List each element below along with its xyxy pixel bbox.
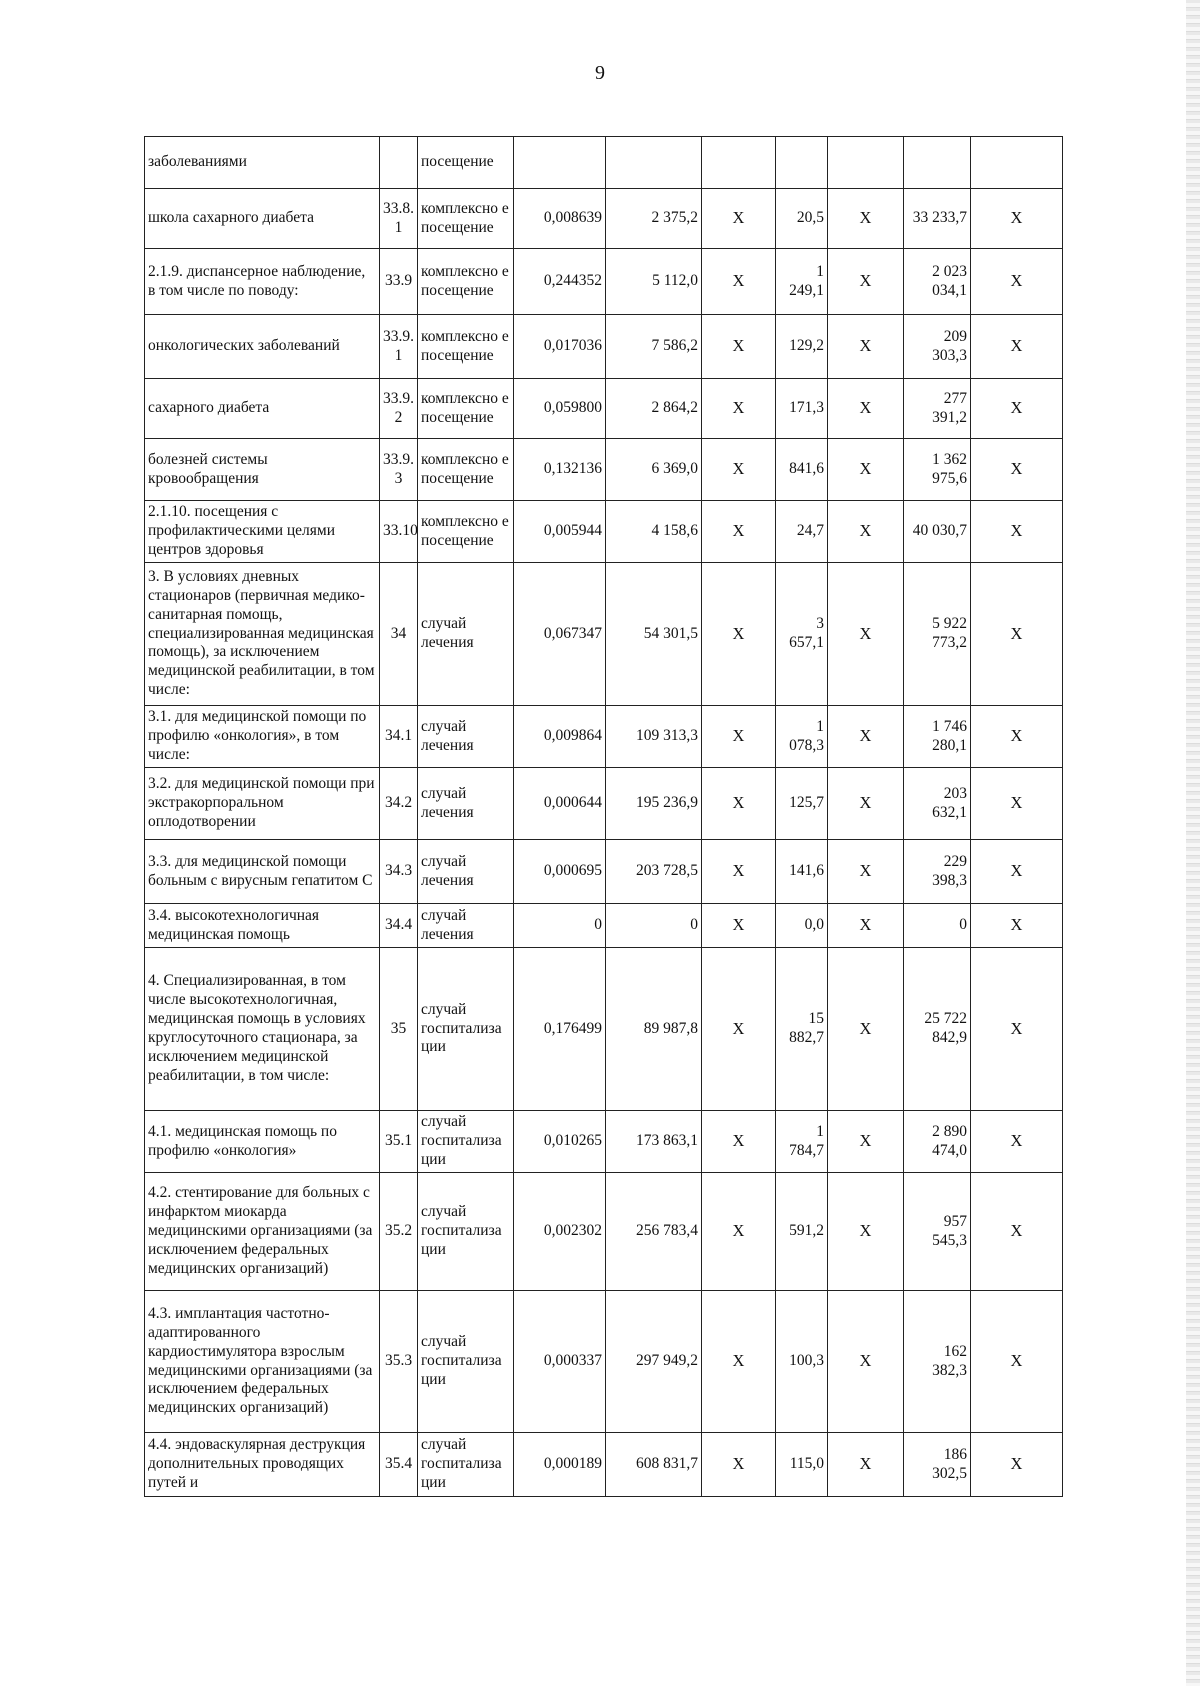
row-name-cell: 2.1.9. диспансерное наблюдение, в том числе по поводу: <box>145 249 380 315</box>
row-name-cell: школа сахарного диабета <box>145 189 380 249</box>
unit-cost-cell <box>606 137 702 189</box>
x-mark-cell: Х <box>971 1291 1063 1433</box>
unit-cell: комплексно е посещение <box>418 379 514 439</box>
x-mark-cell: Х <box>828 189 904 249</box>
x-mark-cell: Х <box>702 189 776 249</box>
unit-cell: комплексно е посещение <box>418 501 514 563</box>
row-number-cell: 34.2 <box>380 768 418 840</box>
row-name-cell: 4.3. имплантация частотно-адаптированного кардиостимулятора взрослым медицинскими организациями (за исключением федеральных медицинских организаций) <box>145 1291 380 1433</box>
table-row <box>145 904 1063 948</box>
row-number-cell: 35.4 <box>380 1433 418 1497</box>
unit-cell: случай госпитализа ции <box>418 1433 514 1497</box>
x-mark-cell: Х <box>702 1173 776 1291</box>
x-mark-cell: Х <box>702 501 776 563</box>
volume-norm-cell: 0,000695 <box>514 840 606 904</box>
volume-norm-cell: 0,008639 <box>514 189 606 249</box>
total-cost-cell: 1 362 975,6 <box>904 439 971 501</box>
volume-norm-cell: 0,005944 <box>514 501 606 563</box>
x-mark-cell: Х <box>828 1433 904 1497</box>
unit-cost-cell: 2 375,2 <box>606 189 702 249</box>
volume-norm-cell: 0,000644 <box>514 768 606 840</box>
x-mark-cell: Х <box>828 768 904 840</box>
row-number-cell: 34.4 <box>380 904 418 948</box>
total-cost-cell: 209 303,3 <box>904 315 971 379</box>
total-cost-cell: 957 545,3 <box>904 1173 971 1291</box>
table-row <box>145 706 1063 768</box>
unit-cost-cell: 7 586,2 <box>606 315 702 379</box>
per-capita-cell: 3 657,1 <box>776 563 828 706</box>
row-number-cell: 33.9. 2 <box>380 379 418 439</box>
page-number: 9 <box>595 62 605 84</box>
unit-cell: комплексно е посещение <box>418 439 514 501</box>
table-row <box>145 1173 1063 1291</box>
total-cost-cell: 2 023 034,1 <box>904 249 971 315</box>
per-capita-cell: 125,7 <box>776 768 828 840</box>
x-mark-cell: Х <box>971 189 1063 249</box>
unit-cell: случай лечения <box>418 706 514 768</box>
x-mark-cell: Х <box>828 1173 904 1291</box>
x-mark-cell: Х <box>971 840 1063 904</box>
unit-cost-cell: 608 831,7 <box>606 1433 702 1497</box>
table-row <box>145 189 1063 249</box>
table-row <box>145 501 1063 563</box>
row-name-cell: 4.4. эндоваскулярная деструкция дополнительных проводящих путей и <box>145 1433 380 1497</box>
row-number-cell: 33.9. 1 <box>380 315 418 379</box>
unit-cost-cell: 203 728,5 <box>606 840 702 904</box>
x-mark-cell: Х <box>971 1173 1063 1291</box>
row-name-cell: онкологических заболеваний <box>145 315 380 379</box>
row-name-cell: 3. В условиях дневных стационаров (первичная медико-санитарная помощь, специализированная медицинская помощь), за исключением медицинской реабилитации, в том числе: <box>145 563 380 706</box>
volume-norm-cell: 0,244352 <box>514 249 606 315</box>
unit-cost-cell: 297 949,2 <box>606 1291 702 1433</box>
volume-norm-cell: 0,059800 <box>514 379 606 439</box>
volume-norm-cell <box>514 137 606 189</box>
x-mark-cell: Х <box>702 1291 776 1433</box>
row-number-cell: 35.2 <box>380 1173 418 1291</box>
row-number-cell <box>380 137 418 189</box>
unit-cell: случай лечения <box>418 563 514 706</box>
table-row <box>145 137 1063 189</box>
per-capita-cell: 1 078,3 <box>776 706 828 768</box>
unit-cell: комплексно е посещение <box>418 315 514 379</box>
unit-cell: случай госпитализа ции <box>418 948 514 1111</box>
table-row <box>145 315 1063 379</box>
table-row <box>145 1291 1063 1433</box>
per-capita-cell: 1 784,7 <box>776 1111 828 1173</box>
x-mark-cell: Х <box>702 249 776 315</box>
x-mark-cell: Х <box>828 249 904 315</box>
unit-cost-cell: 256 783,4 <box>606 1173 702 1291</box>
total-cost-cell: 40 030,7 <box>904 501 971 563</box>
x-mark-cell: Х <box>971 249 1063 315</box>
per-capita-cell: 0,0 <box>776 904 828 948</box>
unit-cost-cell: 89 987,8 <box>606 948 702 1111</box>
cost-norm-table <box>144 136 1063 1497</box>
volume-norm-cell: 0,067347 <box>514 563 606 706</box>
x-mark-cell: Х <box>828 439 904 501</box>
unit-cell: случай госпитализа ции <box>418 1111 514 1173</box>
row-number-cell: 35 <box>380 948 418 1111</box>
per-capita-cell: 115,0 <box>776 1433 828 1497</box>
row-number-cell: 34.1 <box>380 706 418 768</box>
per-capita-cell: 841,6 <box>776 439 828 501</box>
table-row <box>145 1433 1063 1497</box>
total-cost-cell: 0 <box>904 904 971 948</box>
x-mark-cell: Х <box>971 439 1063 501</box>
total-cost-cell: 277 391,2 <box>904 379 971 439</box>
table-row <box>145 379 1063 439</box>
unit-cell: комплексно е посещение <box>418 249 514 315</box>
x-mark-cell: Х <box>702 768 776 840</box>
total-cost-cell: 203 632,1 <box>904 768 971 840</box>
volume-norm-cell: 0,009864 <box>514 706 606 768</box>
x-mark-cell: Х <box>828 379 904 439</box>
table-row <box>145 1111 1063 1173</box>
x-mark-cell: Х <box>828 904 904 948</box>
row-number-cell: 33.9 <box>380 249 418 315</box>
unit-cost-cell: 173 863,1 <box>606 1111 702 1173</box>
x-mark-cell: Х <box>971 948 1063 1111</box>
row-number-cell: 33.10 <box>380 501 418 563</box>
table-body <box>145 137 1063 1497</box>
unit-cost-cell: 5 112,0 <box>606 249 702 315</box>
row-name-cell: 3.1. для медицинской помощи по профилю «онкология», в том числе: <box>145 706 380 768</box>
x-mark-cell <box>828 137 904 189</box>
row-name-cell: болезней системы кровообращения <box>145 439 380 501</box>
x-mark-cell <box>702 137 776 189</box>
total-cost-cell: 1 746 280,1 <box>904 706 971 768</box>
row-number-cell: 34.3 <box>380 840 418 904</box>
volume-norm-cell: 0,132136 <box>514 439 606 501</box>
volume-norm-cell: 0,002302 <box>514 1173 606 1291</box>
x-mark-cell: Х <box>971 315 1063 379</box>
table-row <box>145 840 1063 904</box>
per-capita-cell: 141,6 <box>776 840 828 904</box>
total-cost-cell: 2 890 474,0 <box>904 1111 971 1173</box>
unit-cell: комплексно е посещение <box>418 189 514 249</box>
x-mark-cell: Х <box>828 840 904 904</box>
x-mark-cell: Х <box>828 706 904 768</box>
unit-cell: случай лечения <box>418 768 514 840</box>
per-capita-cell <box>776 137 828 189</box>
row-name-cell: 3.2. для медицинской помощи при экстракорпоральном оплодотворении <box>145 768 380 840</box>
unit-cell: посещение <box>418 137 514 189</box>
volume-norm-cell: 0,010265 <box>514 1111 606 1173</box>
row-name-cell: 4. Специализированная, в том числе высокотехнологичная, медицинская помощь в условиях круглосуточного стационара, за исключением медицинской реабилитации, в том числе: <box>145 948 380 1111</box>
unit-cost-cell: 54 301,5 <box>606 563 702 706</box>
volume-norm-cell: 0,176499 <box>514 948 606 1111</box>
row-number-cell: 35.1 <box>380 1111 418 1173</box>
x-mark-cell: Х <box>971 904 1063 948</box>
table-row <box>145 768 1063 840</box>
per-capita-cell: 591,2 <box>776 1173 828 1291</box>
unit-cost-cell: 2 864,2 <box>606 379 702 439</box>
x-mark-cell: Х <box>702 948 776 1111</box>
row-name-cell: 3.4. высокотехнологичная медицинская помощь <box>145 904 380 948</box>
unit-cell: случай лечения <box>418 840 514 904</box>
x-mark-cell: Х <box>828 563 904 706</box>
volume-norm-cell: 0,000337 <box>514 1291 606 1433</box>
volume-norm-cell: 0 <box>514 904 606 948</box>
x-mark-cell: Х <box>971 379 1063 439</box>
x-mark-cell: Х <box>828 1291 904 1433</box>
x-mark-cell: Х <box>702 706 776 768</box>
x-mark-cell: Х <box>702 904 776 948</box>
x-mark-cell: Х <box>971 1111 1063 1173</box>
unit-cell: случай госпитализа ции <box>418 1173 514 1291</box>
row-number-cell: 33.9. 3 <box>380 439 418 501</box>
unit-cell: случай госпитализа ции <box>418 1291 514 1433</box>
total-cost-cell: 25 722 842,9 <box>904 948 971 1111</box>
table-row <box>145 948 1063 1111</box>
row-number-cell: 34 <box>380 563 418 706</box>
total-cost-cell <box>904 137 971 189</box>
per-capita-cell: 129,2 <box>776 315 828 379</box>
x-mark-cell: Х <box>702 379 776 439</box>
row-name-cell: 4.1. медицинская помощь по профилю «онкология» <box>145 1111 380 1173</box>
row-name-cell: сахарного диабета <box>145 379 380 439</box>
row-name-cell: заболеваниями <box>145 137 380 189</box>
total-cost-cell: 229 398,3 <box>904 840 971 904</box>
unit-cost-cell: 6 369,0 <box>606 439 702 501</box>
total-cost-cell: 5 922 773,2 <box>904 563 971 706</box>
table-row <box>145 439 1063 501</box>
table-row <box>145 563 1063 706</box>
x-mark-cell: Х <box>828 501 904 563</box>
per-capita-cell: 100,3 <box>776 1291 828 1433</box>
row-number-cell: 35.3 <box>380 1291 418 1433</box>
total-cost-cell: 186 302,5 <box>904 1433 971 1497</box>
x-mark-cell: Х <box>702 315 776 379</box>
row-number-cell: 33.8. 1 <box>380 189 418 249</box>
volume-norm-cell: 0,000189 <box>514 1433 606 1497</box>
per-capita-cell: 24,7 <box>776 501 828 563</box>
x-mark-cell: Х <box>702 439 776 501</box>
x-mark-cell: Х <box>971 501 1063 563</box>
per-capita-cell: 171,3 <box>776 379 828 439</box>
x-mark-cell: Х <box>702 1433 776 1497</box>
x-mark-cell: Х <box>971 563 1063 706</box>
per-capita-cell: 20,5 <box>776 189 828 249</box>
unit-cost-cell: 195 236,9 <box>606 768 702 840</box>
unit-cost-cell: 4 158,6 <box>606 501 702 563</box>
volume-norm-cell: 0,017036 <box>514 315 606 379</box>
x-mark-cell: Х <box>702 840 776 904</box>
unit-cost-cell: 0 <box>606 904 702 948</box>
row-name-cell: 2.1.10. посещения с профилактическими целями центров здоровья <box>145 501 380 563</box>
scan-edge-strip <box>1186 0 1200 1686</box>
row-name-cell: 4.2. стентирование для больных с инфарктом миокарда медицинскими организациями (за исключением федеральных медицинских организаций) <box>145 1173 380 1291</box>
per-capita-cell: 1 249,1 <box>776 249 828 315</box>
x-mark-cell: Х <box>971 768 1063 840</box>
x-mark-cell: Х <box>971 1433 1063 1497</box>
x-mark-cell: Х <box>828 948 904 1111</box>
x-mark-cell <box>971 137 1063 189</box>
x-mark-cell: Х <box>828 1111 904 1173</box>
row-name-cell: 3.3. для медицинской помощи больным с вирусным гепатитом С <box>145 840 380 904</box>
unit-cell: случай лечения <box>418 904 514 948</box>
x-mark-cell: Х <box>702 1111 776 1173</box>
total-cost-cell: 33 233,7 <box>904 189 971 249</box>
x-mark-cell: Х <box>971 706 1063 768</box>
x-mark-cell: Х <box>828 315 904 379</box>
unit-cost-cell: 109 313,3 <box>606 706 702 768</box>
total-cost-cell: 162 382,3 <box>904 1291 971 1433</box>
table-row <box>145 249 1063 315</box>
per-capita-cell: 15 882,7 <box>776 948 828 1111</box>
x-mark-cell: Х <box>702 563 776 706</box>
